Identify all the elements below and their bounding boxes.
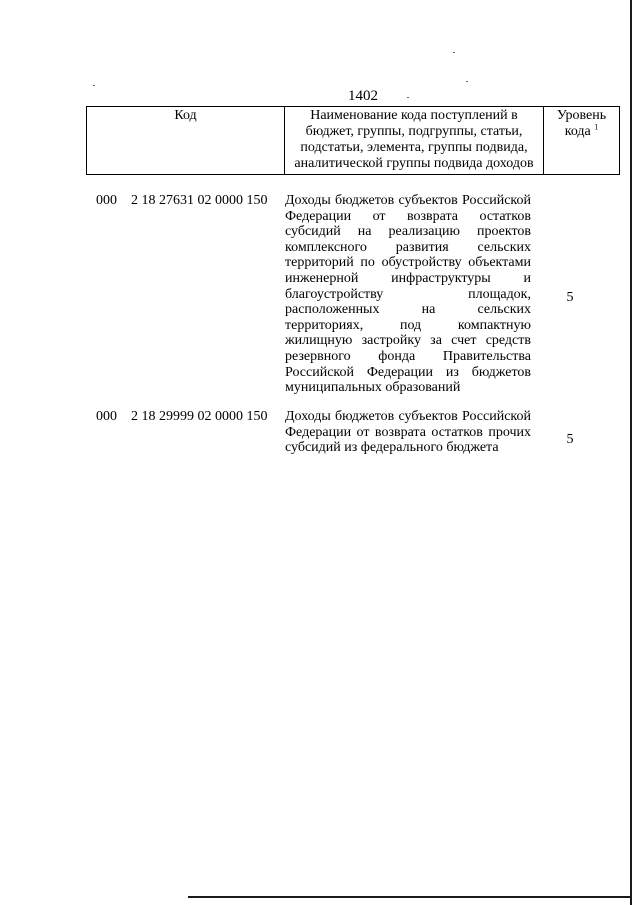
- page-border-right: [630, 0, 632, 905]
- scan-speck: [93, 85, 95, 86]
- row-code: 2 18 29999 02 0000 150: [131, 409, 268, 424]
- row-prefix: 000: [96, 193, 117, 208]
- column-header-level-label: Уровень кода: [556, 108, 607, 139]
- row-description: Доходы бюджетов субъектов Российской Федерации от возврата остатков прочих субсидий из федерального бюджета: [285, 409, 531, 456]
- table-header: [86, 106, 620, 175]
- footnote-marker: 1: [594, 122, 599, 132]
- row-description: Доходы бюджетов субъектов Российской Федерации от возврата остатков субсидий на реализацию проектов комплексного развития сельских территорий по обустройству объектами инженерной инфраструктуры и благоустройству площадок, расположенных на сельских территориях, под компактную жилищную застройку за счет средств резервного фонда Правительства Российской Федерации из бюджетов муниципальных образований: [285, 193, 531, 396]
- column-header-level: [544, 107, 620, 175]
- column-header-code: Код: [87, 107, 285, 175]
- column-header-name: Наименование кода поступлений в бюджет, группы, подгруппы, статьи, подстатьи, элемента, группы подвида, аналитической группы подвида доходов: [285, 107, 544, 175]
- row-level: 5: [566, 290, 574, 305]
- row-code: 2 18 27631 02 0000 150: [131, 193, 268, 208]
- scan-speck: [453, 52, 455, 53]
- row-level: 5: [566, 432, 574, 447]
- page-number: 1402: [348, 88, 378, 104]
- page-border-bottom: [188, 896, 632, 898]
- scan-speck: [466, 81, 468, 82]
- row-prefix: 000: [96, 409, 117, 424]
